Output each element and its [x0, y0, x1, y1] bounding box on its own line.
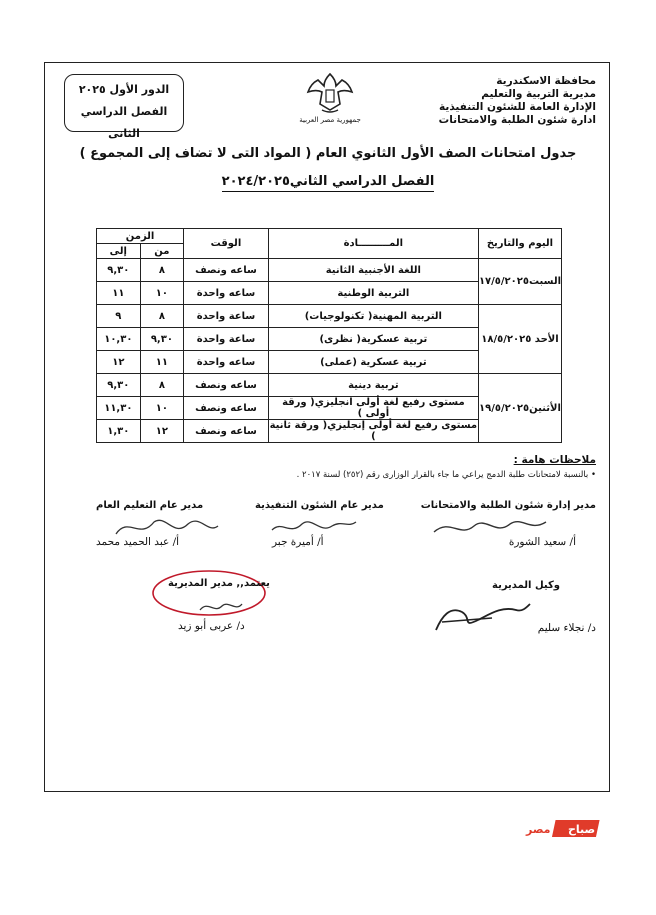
day-cell: السبت١٧/٥/٢٠٢٥	[478, 259, 561, 305]
eagle-emblem-icon	[300, 70, 360, 116]
col-header-time: الوقت	[184, 229, 269, 259]
signature-scribble-icon	[432, 596, 532, 636]
document-title: جدول امتحانات الصف الأول الثانوي العام ( المواد التى لا تضاف إلى المجموع )	[79, 146, 577, 161]
header-line-4: ادارة شئون الطلبة والامتحانات	[438, 114, 596, 126]
signature-title-executive: مدير عام الشئون التنفيذية	[255, 500, 384, 511]
signature-name-general-education: أ/ عبد الحميد محمد	[96, 536, 180, 548]
col-header-from: من	[140, 244, 183, 259]
to-cell: ١,٣٠	[97, 420, 141, 443]
subtitle-text: الفصل الدراسي الثاني٢٠٢٤/٢٠٢٥	[222, 174, 435, 192]
table-header-row	[97, 229, 562, 244]
logo-word-sabah: صباح	[568, 823, 596, 836]
exam-schedule-table	[96, 228, 562, 443]
from-cell: ١٠	[140, 397, 183, 420]
header-line-2: مديرية التربية والتعليم	[481, 88, 596, 100]
table-row	[97, 259, 562, 282]
time-cell: ساعه ونصف	[184, 397, 269, 420]
from-cell: ٨	[140, 305, 183, 328]
signature-name-students-affairs: أ/ سعيد الشورة	[508, 536, 576, 548]
note-item: • بالنسبة لامتحانات طلبة الدمج يراعي ما جاء بالقرار الوزارى رقم (٢٥٢) لسنة ٢٠١٧ .	[296, 470, 596, 480]
document-subtitle	[0, 174, 656, 189]
signature-title-students-affairs: مدير إدارة شئون الطلبة والامتحانات	[420, 500, 596, 511]
to-cell: ١١,٣٠	[97, 397, 141, 420]
to-cell: ١١	[97, 282, 141, 305]
to-cell: ٩	[97, 305, 141, 328]
header-line-1: محافظة الاسكندرية	[496, 75, 596, 87]
to-cell: ١٠,٣٠	[97, 328, 141, 351]
logo-word-masr: مصر	[526, 823, 551, 836]
signature-title-general-education: مدير عام التعليم العام	[96, 500, 204, 511]
signature-name-deputy: د/ نجلاء سليم	[537, 622, 596, 634]
emblem-caption: جمهورية مصر العربية	[299, 116, 361, 124]
from-cell: ٨	[140, 259, 183, 282]
col-header-zaman: الزمن	[97, 229, 184, 244]
header-authority	[439, 75, 596, 127]
sabah-masr-logo-icon	[496, 818, 606, 840]
col-header-to: إلى	[97, 244, 141, 259]
table-row	[97, 305, 562, 328]
time-cell: ساعه ونصف	[184, 420, 269, 443]
day-cell: الأثنين١٩/٥/٢٠٢٥	[478, 374, 561, 443]
signature-scribble-icon	[196, 598, 246, 616]
to-cell: ٩,٣٠	[97, 259, 141, 282]
from-cell: ١٠	[140, 282, 183, 305]
day-cell: الأحد ١٨/٥/٢٠٢٥	[478, 305, 561, 374]
subject-cell: تربية دينية	[268, 374, 478, 397]
from-cell: ١١	[140, 351, 183, 374]
subject-cell: تربية عسكرية (عملى)	[268, 351, 478, 374]
subject-cell: مستوى رفيع لغة أولى انجليزي( ورقة أولى )	[268, 397, 478, 420]
col-header-subject: المـــــــــادة	[268, 229, 478, 259]
subject-cell: مستوى رفيع لغة أولى إنجليزي( ورقة ثانية )	[269, 420, 478, 442]
subject-cell: التربية الوطنية	[268, 282, 478, 305]
header-line-3: الإدارة العامة للشئون التنفيذية	[439, 101, 596, 113]
col-header-day: اليوم والتاريخ	[478, 229, 561, 259]
subject-cell: تربية عسكرية( نظرى)	[268, 328, 478, 351]
time-cell: ساعه ونصف	[184, 374, 269, 397]
table-row	[97, 374, 562, 397]
signature-name-director: د/ عربى أبو زيد	[178, 620, 245, 632]
subject-cell: التربية المهنية( تكنولوجيات)	[268, 305, 478, 328]
time-cell: ساعه واحدة	[184, 282, 269, 305]
signature-title-director: يعتمد,, مدير المديرية	[168, 578, 270, 589]
subject-cell: اللغة الأجنبية الثانية	[268, 259, 478, 282]
from-cell: ١٢	[140, 420, 183, 443]
signature-title-deputy: وكيل المديرية	[492, 580, 560, 591]
round-box-line-1: الدور الأول ٢٠٢٥	[78, 83, 170, 96]
signature-name-executive: أ/ أميرة جبر	[272, 536, 324, 548]
time-cell: ساعه ونصف	[184, 259, 269, 282]
time-cell: ساعة واحدة	[184, 305, 269, 328]
time-cell: ساعة واحدة	[184, 328, 269, 351]
notes-title: ملاحظات هامة :	[513, 454, 596, 466]
to-cell: ٩,٣٠	[97, 374, 141, 397]
round-box-line-2: الفصل الدراسي الثانى	[80, 105, 168, 140]
time-cell: ساعه واحدة	[184, 351, 269, 374]
from-cell: ٨	[140, 374, 183, 397]
exam-round-box	[64, 74, 184, 140]
to-cell: ١٢	[97, 351, 141, 374]
from-cell: ٩,٣٠	[140, 328, 183, 351]
